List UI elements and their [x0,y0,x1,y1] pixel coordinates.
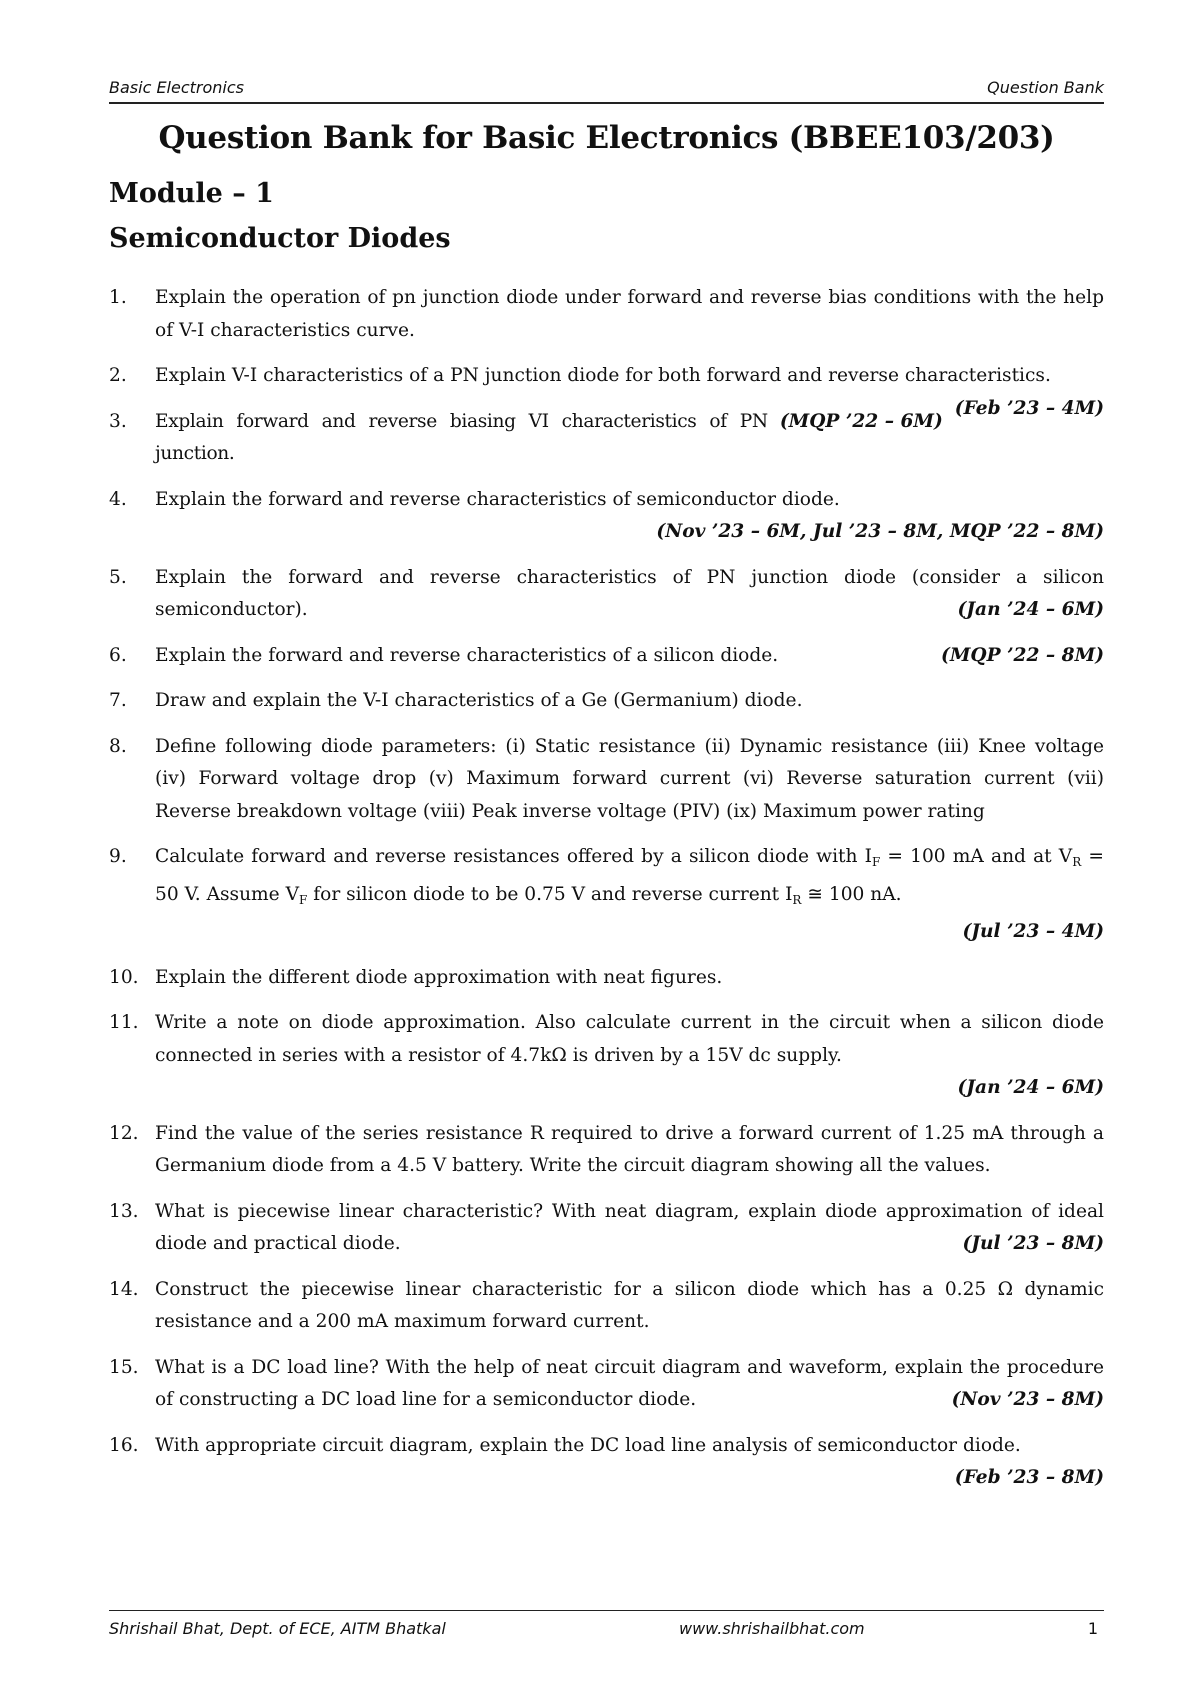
question-text: Explain the operation of pn junction diode under forward and reverse bias conditions with the help of V-I characteristics curve. [155,287,1104,341]
question-number: 4. [109,488,127,510]
question-number: 10. [109,966,139,988]
question-text: With appropriate circuit diagram, explain the DC load line analysis of semiconductor diode. [155,1434,1021,1456]
header-document-type: Question Bank [987,78,1104,97]
module-heading: Module – 1 [109,178,274,209]
question-number: 5. [109,566,127,588]
question-item [109,640,1104,673]
question-number: 9. [109,846,127,867]
question-item [109,1274,1104,1339]
question-number: 14. [109,1278,139,1300]
question-text-part: = 50 V. Assume V [155,846,1104,905]
subscript: F [299,892,308,907]
question-text: Explain the forward and reverse characteristics of semiconductor diode. [155,488,840,510]
question-number: 16. [109,1434,139,1456]
question-number: 13. [109,1200,139,1222]
question-text-part: = 100 mA and at V [880,846,1073,867]
question-number: 6. [109,644,127,666]
question-text-part: Calculate forward and reverse resistances offered by a silicon diode with I [155,846,872,867]
exam-citation: (Nov ’23 – 8M) [951,1389,1104,1410]
question-number: 1. [109,287,127,308]
question-number: 15. [109,1356,139,1378]
question-number: 12. [109,1122,139,1144]
header-course-name: Basic Electronics [109,78,244,97]
question-item [109,1196,1104,1261]
running-header [109,76,1104,104]
question-item [109,360,1104,419]
subscript: R [792,892,802,907]
exam-citation: (Nov ’23 – 6M, Jul ’23 – 8M, MQP ’22 – 8M) [656,521,1104,542]
question-text: Find the value of the series resistance R required to drive a forward current of 1.25 mA through a Germanium diode from a 4.5 V battery. Write the circuit diagram showing all the values. [155,1122,1104,1176]
question-number: 8. [109,735,127,757]
question-text: Explain the forward and reverse characteristics of PN junction diode (consider a silicon semiconductor). [155,566,1104,620]
question-item [109,841,1104,949]
question-item [109,962,1104,995]
document-page [109,70,1104,1650]
exam-citation: (MQP ’22 – 6M) [779,410,943,432]
subscript: F [871,855,881,869]
question-text-part: for silicon diode to be 0.75 V and reverse current I [307,883,793,905]
question-text: Explain the different diode approximation with neat figures. [155,966,723,988]
question-list [109,282,1104,1508]
running-footer [109,1610,1104,1641]
subscript: R [1072,855,1082,869]
question-text: What is a DC load line? With the help of neat circuit diagram and waveform, explain the procedure of constructing a DC load line for a semiconductor diode. [155,1356,1104,1410]
question-text: Draw and explain the V-I characteristics of a Ge (Germanium) diode. [155,690,803,711]
section-heading: Semiconductor Diodes [109,223,451,254]
question-text: What is piecewise linear characteristic? With neat diagram, explain diode approximation of ideal diode and practical diode. [155,1200,1104,1254]
question-item [109,406,1104,471]
question-text: Write a note on diode approximation. Also calculate current in the circuit when a silicon diode connected in series with a resistor of 4.7kΩ is driven by a 15V dc supply. [155,1012,1104,1066]
exam-citation: (Jan ’24 – 6M) [957,1077,1104,1098]
question-item [109,1118,1104,1183]
question-item [109,685,1104,718]
exam-citation: (Jan ’24 – 6M) [957,599,1104,620]
question-text-part: ≅ 100 nA. [801,883,902,905]
question-item [109,562,1104,627]
question-item [109,484,1104,549]
question-text: Define following diode parameters: (i) Static resistance (ii) Dynamic resistance (iii) Knee voltage (iv) Forward voltage drop (v) Maximum forward current (vi) Reverse saturation current (vii) Reverse breakdown voltage (viii) Peak inverse voltage (PIV) (ix) Maximum power rating [155,735,1104,822]
question-number: 7. [109,690,127,711]
exam-citation: (Feb ’23 – 8M) [954,1467,1104,1488]
question-text: Explain forward and reverse biasing VI characteristics of PN junction. [155,410,768,464]
question-text [155,846,1104,905]
exam-citation: (Jul ’23 – 8M) [962,1233,1104,1254]
question-number: 11. [109,1012,139,1033]
document-title: Question Bank for Basic Electronics (BBEE103/203) [158,120,1055,156]
exam-citation: (Feb ’23 – 4M) [954,397,1104,419]
footer-author: Shrishail Bhat, Dept. of ECE, AITM Bhatkal [109,1619,446,1638]
question-item [109,282,1104,347]
question-item [109,1007,1104,1105]
question-number: 2. [109,365,127,386]
question-text: Construct the piecewise linear characteristic for a silicon diode which has a 0.25 Ω dynamic resistance and a 200 mA maximum forward current. [155,1278,1104,1332]
question-number: 3. [109,410,127,432]
question-item [109,1430,1104,1495]
question-text: Explain the forward and reverse characteristics of a silicon diode. [155,644,779,666]
footer-website[interactable]: www.shrishailbhat.com [679,1619,865,1638]
question-item [109,1352,1104,1417]
exam-citation: (MQP ’22 – 8M) [941,644,1104,666]
exam-citation: (Jul ’23 – 4M) [962,921,1104,942]
page-number: 1 [1087,1619,1098,1638]
question-text: Explain V-I characteristics of a PN junction diode for both forward and reverse characteristics. [155,365,1051,386]
question-item [109,731,1104,829]
